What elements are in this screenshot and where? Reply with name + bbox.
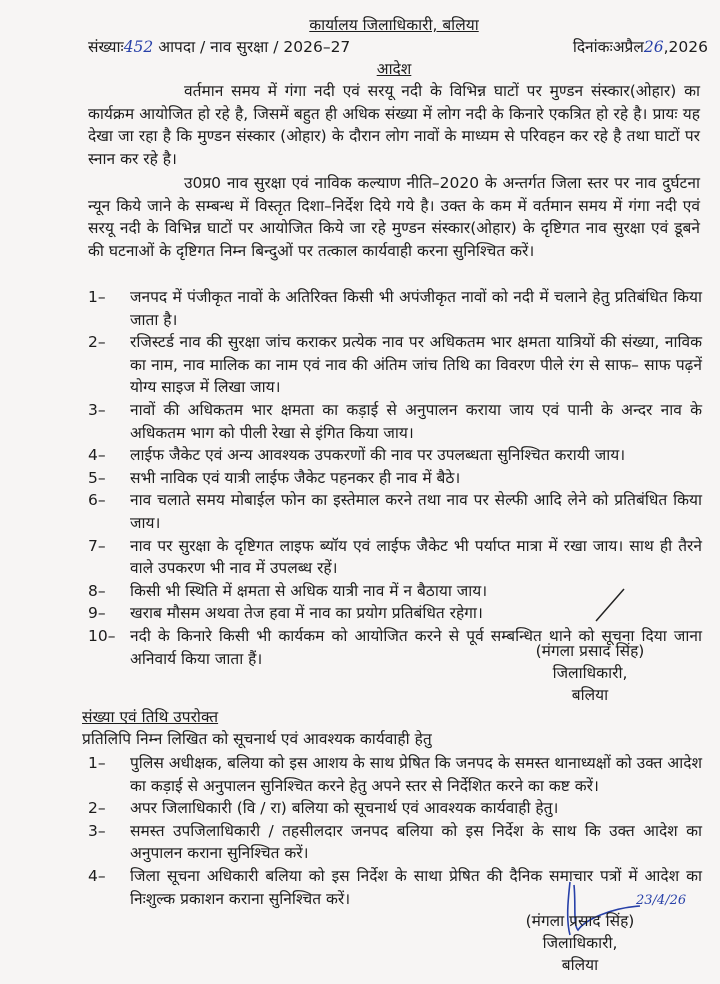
signatory-designation: जिलाधिकारी,: [552, 664, 628, 682]
list-item: [78, 797, 702, 820]
item-text: किसी भी स्थिति में क्षमता से अधिक यात्री नाव में न बैठाया जाय।: [130, 581, 488, 600]
list-item: [78, 489, 702, 534]
list-item: [78, 399, 702, 444]
paragraph-2: उ0प्र0 नाव सुरक्षा एवं नाविक कल्याण नीति–2020 के अन्तर्गत जिला स्तर पर नाव दुर्घटना न्यून किये जाने के सम्बन्ध में विस्तृत दिशा–निर्देश दिये गये है। उक्त के कम में वर्तमान समय में गंगा नदी एवं सरयू नदी के विभिन्न घाटों पर आयोजित किये जा रहे मुण्डन संस्कार(ओहार) के दृष्टिगत नाव सुरक्षा एवं डूबने की घटनाओं के दृष्टिगत निम्न बिन्दुओं पर तत्काल कार्यवाही करना सुनिश्चित करें।: [88, 174, 700, 260]
item-text: नाव पर सुरक्षा के दृष्टिगत लाइफ ब्यॉय एवं लाईफ जैकेट भी पर्याप्त मात्रा में रखा जाय। साथ ही तैरने वाले उपकरण भी नाव में उपलब्ध रहें।: [130, 536, 702, 578]
copy-intro: प्रतिलिपि निम्न लिखित को सूचनार्थ एवं आवश्यक कार्यवाही हेतु: [82, 730, 432, 748]
item-number: 2–: [88, 333, 106, 352]
handwritten-ref-number: 452: [123, 38, 154, 56]
item-text: जनपद में पंजीकृत नावों के अतिरिक्त किसी भी अपंजीकृत नावों को नदी में चलाने हेतु प्रतिबंधित किया जाता है।: [130, 288, 702, 329]
order-date: दिनांकःअप्रैल26,2026: [572, 38, 708, 56]
item-text: खराब मौसम अथवा तेज हवा में नाव का प्रयोग प्रतिबंधित रहेगा।: [130, 604, 483, 623]
office-title: कार्यालय जिलाधिकारी, बलिया: [309, 16, 479, 34]
item-text: सभी नाविक एवं यात्री लाईफ जैकेट पहनकर ही नाव में बैठे।: [130, 468, 461, 487]
item-number: 8–: [88, 581, 106, 600]
list-item: [78, 820, 702, 865]
item-number: 5–: [88, 468, 106, 487]
list-item: [78, 444, 702, 467]
item-text: पुलिस अधीक्षक, बलिया को इस आशय के साथ प्रेषित कि जनपद के समस्त थानाध्यक्षों को उक्त आदेश का कड़ाई से अनुपालन सुनिश्चित करने हेतु अपने स्तर से निर्देशित करने का कष्ट करें।: [130, 754, 702, 795]
signatory-name: (मंगला प्रसाद सिंह): [535, 642, 645, 660]
item-number: 2–: [88, 799, 106, 818]
item-number: 10–: [88, 626, 116, 645]
item-text: लाईफ जैकेट एवं अन्य आवश्यक उपकरणों की नाव पर उपलब्धता सुनिश्चित करायी जाय।: [130, 446, 626, 465]
list-item: [78, 467, 702, 490]
reference-line: [88, 36, 708, 59]
item-text: अपर जिलाधिकारी (वि / रा) बलिया को सूचनार्थ एवं आवश्यक कार्यवाही हेतु।: [130, 799, 559, 818]
item-number: 4–: [88, 866, 106, 885]
handwritten-signature-date: 23/4/26: [636, 893, 687, 908]
item-text: नाव चलाते समय मोबाईल फोन का इस्तेमाल करने तथा नाव पर सेल्फी आदि लेने को प्रतिबंधित किया जाय।: [130, 491, 702, 532]
signature-block-2: [505, 910, 655, 976]
item-text: समस्त उपजिलाधिकारी / तहसीलदार जनपद बलिया को इस निर्देश के साथ कि उक्त आदेश का अनुपालन कराना सुनिश्चित करें।: [130, 821, 702, 863]
handwritten-date: 26: [643, 38, 664, 56]
reference-number: संख्याः452 आपदा / नाव सुरक्षा / 2026–27: [88, 38, 351, 56]
item-number: 9–: [88, 604, 106, 623]
item-number: 7–: [88, 536, 106, 555]
list-item: [78, 331, 702, 399]
item-text: रजिस्टर्ड नाव की सुरक्षा जांच कराकर प्रत्येक नाव पर अधिकतम भार क्षमता यात्रियों की संख्या, नाविक का नाम, नाव मालिक का नाम एवं नाव की अंतिम जांच तिथि का विवरण पीले रंग से साफ– साफ पढ़नें योग्य साइज में लिखा जाय।: [130, 333, 702, 397]
item-number: 3–: [88, 821, 106, 840]
item-text: नदी के किनारे किसी भी कार्यकम को आयोजित करने से पूर्व सम्बन्धित थाने को सूचना दिया जाना अनिवार्य किया जाता हैं।: [130, 626, 702, 668]
copy-heading: संख्या एवं तिथि उपरोक्त: [82, 708, 219, 726]
signatory-place: बलिया: [571, 686, 609, 704]
signature-block-1: [515, 640, 665, 706]
item-number: 4–: [88, 446, 106, 465]
item-text: नावों की अधिकतम भार क्षमता का कड़ाई से अनुपालन कराया जाय एवं पानी के अन्दर नाव के अधिकतम भाग को पीली रेखा से इंगित किया जाय।: [130, 400, 702, 442]
item-number: 3–: [88, 400, 106, 419]
order-title: आदेश: [376, 60, 412, 78]
list-item: [78, 535, 702, 580]
signatory-name: (मंगला प्रसाद सिंह): [525, 912, 635, 930]
paragraph-1: वर्तमान समय में गंगा नदी एवं सरयू नदी के विभिन्न घाटों पर मुण्डन संस्कार(ओहार) का कार्यक्रम आयोजित हो रहे है, जिसमें बहुत ही अधिक संख्या में लोग नदी के किनारे एकत्रित हो रहे है। प्रायः यह देखा जा रहा है कि मुण्डन संस्कार (ओहार) के दौरान लोग नावों के माध्यम से परिवहन कर रहे है तथा घाटों पर स्नान कर रहे है।: [88, 82, 700, 168]
list-item: [78, 286, 702, 331]
item-number: 1–: [88, 754, 106, 772]
signatory-place: बलिया: [561, 956, 599, 974]
item-text: जिला सूचना अधिकारी बलिया को इस निर्देश के साथा प्रेषित की दैनिक समाचार पत्रों में आदेश का निःशुल्क प्रकाशन कराना सुनिश्चित करें।: [130, 866, 702, 908]
item-number: 6–: [88, 491, 106, 510]
list-item: [78, 752, 702, 797]
signature-mark: [590, 585, 630, 625]
item-number: 1–: [88, 288, 106, 306]
signatory-designation: जिलाधिकारी,: [542, 934, 618, 952]
